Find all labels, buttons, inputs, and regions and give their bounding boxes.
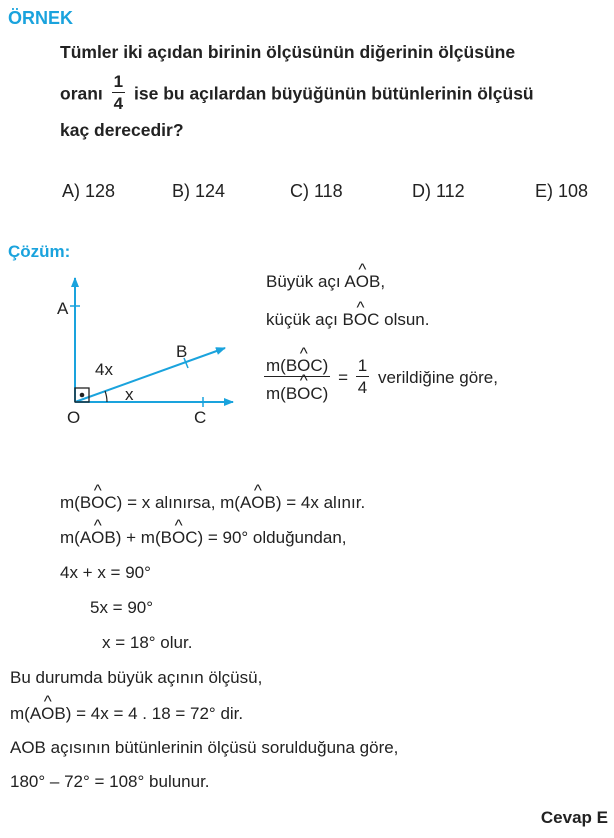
hat-letter: ^ O xyxy=(297,383,310,405)
text-part: m(B xyxy=(60,493,92,512)
text-part: B) + m(B xyxy=(104,528,172,547)
solution-step-7 xyxy=(10,704,243,724)
text-part: m(B xyxy=(266,356,298,375)
label-a: A xyxy=(57,299,69,318)
answer-label: Cevap E xyxy=(540,808,608,827)
question-line-2 xyxy=(60,72,534,112)
hat-letter: ^ O xyxy=(356,272,369,292)
hat-letter: ^ O xyxy=(91,493,104,513)
option-d: D) 112 xyxy=(412,181,465,201)
solution-title: Çözüm: xyxy=(8,242,71,261)
ratio-value-fraction xyxy=(356,356,369,399)
equals-sign: = xyxy=(338,367,349,387)
hat-letter: ^ O xyxy=(41,704,54,724)
question-text-pre: oranı xyxy=(60,83,103,104)
solution-step-2 xyxy=(60,528,347,548)
solution-step-5: x = 18° olur. xyxy=(102,633,193,652)
solution-step-6: Bu durumda büyük açının ölçüsü, xyxy=(10,668,263,687)
hat-letter: ^ O xyxy=(91,528,104,548)
solution-step-1 xyxy=(60,493,365,513)
text-part: C olsun. xyxy=(367,310,430,329)
text-part: C) xyxy=(310,356,329,375)
solution-step-4: 5x = 90° xyxy=(90,598,154,617)
question-line-3: kaç derecedir? xyxy=(60,120,184,140)
right-angle-dot xyxy=(80,393,85,398)
fraction-denominator: 4 xyxy=(113,94,124,114)
label-angle-x: x xyxy=(125,385,134,404)
text-part: B) = 4x alınır. xyxy=(264,493,366,512)
ratio-value-numerator: 1 xyxy=(356,356,369,377)
angle-x-arc xyxy=(105,391,107,402)
text-part: Büyük açı A xyxy=(266,272,356,291)
text-part: m(B xyxy=(266,384,298,404)
option-b: B) 124 xyxy=(172,181,226,201)
hat-letter: ^ O xyxy=(354,310,367,330)
text-part: B, xyxy=(369,272,386,291)
hat-letter: ^ O xyxy=(172,528,185,548)
option-a: A) 128 xyxy=(62,181,116,201)
text-part: B) = 4x = 4 . 18 = 72° dir. xyxy=(54,704,244,723)
text-part: C) = x alınırsa, m(A xyxy=(104,493,252,512)
text-part: küçük açı B xyxy=(266,310,354,329)
ratio-line xyxy=(264,350,498,406)
big-angle-line xyxy=(266,272,385,292)
text-part: C) = 90° olduğundan, xyxy=(185,528,347,547)
text-part: m(A xyxy=(60,528,92,547)
label-c: C xyxy=(194,408,207,427)
hat-letter: ^ O xyxy=(251,493,264,513)
question-text-post: ise bu açılardan büyüğünün bütünlerinin ölçüsü xyxy=(134,83,534,104)
angle-diagram xyxy=(55,270,255,430)
label-b: B xyxy=(176,342,188,361)
small-angle-line xyxy=(266,310,429,330)
option-c: C) 118 xyxy=(290,181,343,201)
question-line-1: Tümler iki açıdan birinin ölçüsünün diğerinin ölçüsüne xyxy=(60,42,516,62)
example-title: ÖRNEK xyxy=(8,8,74,28)
solution-step-9: 180° – 72° = 108° bulunur. xyxy=(10,772,210,791)
text-part: m(A xyxy=(10,704,42,723)
solution-step-8: AOB açısının bütünlerinin ölçüsü sorulduğuna göre, xyxy=(10,738,399,757)
option-e: E) 108 xyxy=(535,181,589,201)
solution-step-3: 4x + x = 90° xyxy=(60,563,151,582)
text-part: C) xyxy=(310,384,329,404)
ratio-value-denominator: 4 xyxy=(357,378,368,398)
ratio-fraction xyxy=(264,350,330,405)
ratio-denominator xyxy=(264,377,330,405)
label-angle-4x: 4x xyxy=(95,360,113,379)
hat-letter: ^ O xyxy=(297,356,310,376)
text-part: verildiğine göre, xyxy=(377,367,498,387)
fraction-numerator: 1 xyxy=(112,72,125,93)
question-fraction xyxy=(112,72,125,115)
label-o: O xyxy=(67,408,81,427)
